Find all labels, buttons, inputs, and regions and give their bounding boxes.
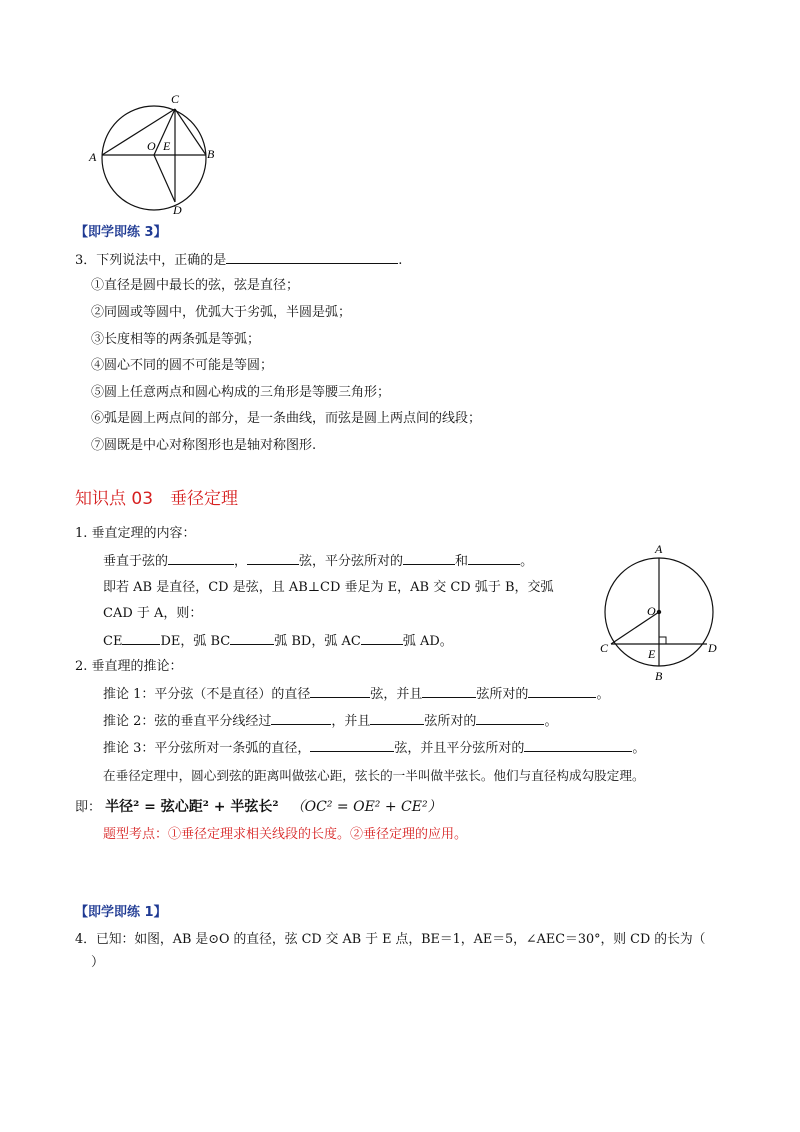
answer-blank[interactable] xyxy=(226,250,398,264)
label-D: D xyxy=(173,203,182,217)
label-A: A xyxy=(89,150,97,164)
option-item: ⑤圆上任意两点和圆心构成的三角形是等腰三角形； xyxy=(91,385,391,400)
formula-chinese: 半径² = 弦心距² + 半弦长² xyxy=(105,799,279,815)
label-E: E xyxy=(648,647,656,661)
label-O: O xyxy=(647,604,656,618)
circle-figure-1 xyxy=(85,88,235,218)
section-title: 知识点 03 垂径定理 xyxy=(75,489,239,509)
label-O: O xyxy=(147,139,156,153)
corollary-2: 推论 2：弦的垂直平分线经过 ，并且 弦所对的 。 xyxy=(103,711,557,732)
theorem-line-2: 即若 AB 是直径，CD 是弦，且 AB⊥CD 垂足为 E，AB 交 CD 弧于 B，交弧 xyxy=(103,580,554,595)
corollary-1: 推论 1：平分弦（不是直径）的直径 弦，并且 弦所对的 。 xyxy=(103,684,609,705)
theorem-line-1: 垂直于弦的 ， 弦，平分弦所对的 和 。 xyxy=(103,551,533,572)
option-item: ③长度相等的两条弧是等弧； xyxy=(91,332,261,347)
formula-line: 即： 半径² = 弦心距² + 半弦长² （OC² = OE² + CE²） xyxy=(75,799,442,815)
label-B: B xyxy=(207,147,215,161)
label-C: C xyxy=(171,92,180,106)
option-item: ②同圆或等圆中，优弧大于劣弧，半圆是弧； xyxy=(91,305,352,320)
formula-math: （OC² = OE² + CE²） xyxy=(290,799,442,815)
circle-figure-2 xyxy=(595,540,725,690)
corollary-heading: 2. 垂直理的推论： xyxy=(75,659,183,674)
label-C: C xyxy=(600,641,609,655)
option-item: ⑦圆既是中心对称图形也是轴对称图形. xyxy=(91,438,317,453)
option-item: ④圆心不同的圆不可能是等圆； xyxy=(91,358,274,373)
exam-points: 题型考点：①垂径定理求相关线段的长度。②垂径定理的应用。 xyxy=(103,827,468,842)
note-pythagorean: 在垂径定理中，圆心到弦的距离叫做弦心距，弦长的一半叫做半弦长。他们与直径构成勾股定理。 xyxy=(103,768,645,783)
label-E: E xyxy=(163,139,171,153)
practice-header-3: 【即学即练 3】 xyxy=(75,225,167,240)
label-D: D xyxy=(708,641,717,655)
option-item: ⑥弧是圆上两点间的部分，是一条曲线，而弦是圆上两点间的线段； xyxy=(91,411,482,426)
option-item: ①直径是圆中最长的弦，弦是直径； xyxy=(91,278,300,293)
label-A: A xyxy=(655,542,663,556)
question-3: 3．下列说法中，正确的是 . xyxy=(75,250,402,271)
theorem-line-4: CE DE，弧 BC 弧 BD，弧 AC 弧 AD。 xyxy=(103,631,453,652)
question-4: 4．已知：如图，AB 是⊙O 的直径，弦 CD 交 AB 于 E 点，BE＝1，AE＝5，∠AEC＝30°，则 CD 的长为（ xyxy=(75,932,706,947)
practice-header-1: 【即学即练 1】 xyxy=(75,905,167,920)
question-4-end: ） xyxy=(91,955,105,970)
corollary-3: 推论 3：平分弦所对一条弧的直径， 弦，并且平分弦所对的 。 xyxy=(103,738,645,759)
label-B: B xyxy=(655,669,663,683)
theorem-line-3: CAD 于 A，则： xyxy=(103,606,203,621)
theorem-heading: 1. 垂直定理的内容： xyxy=(75,526,196,541)
